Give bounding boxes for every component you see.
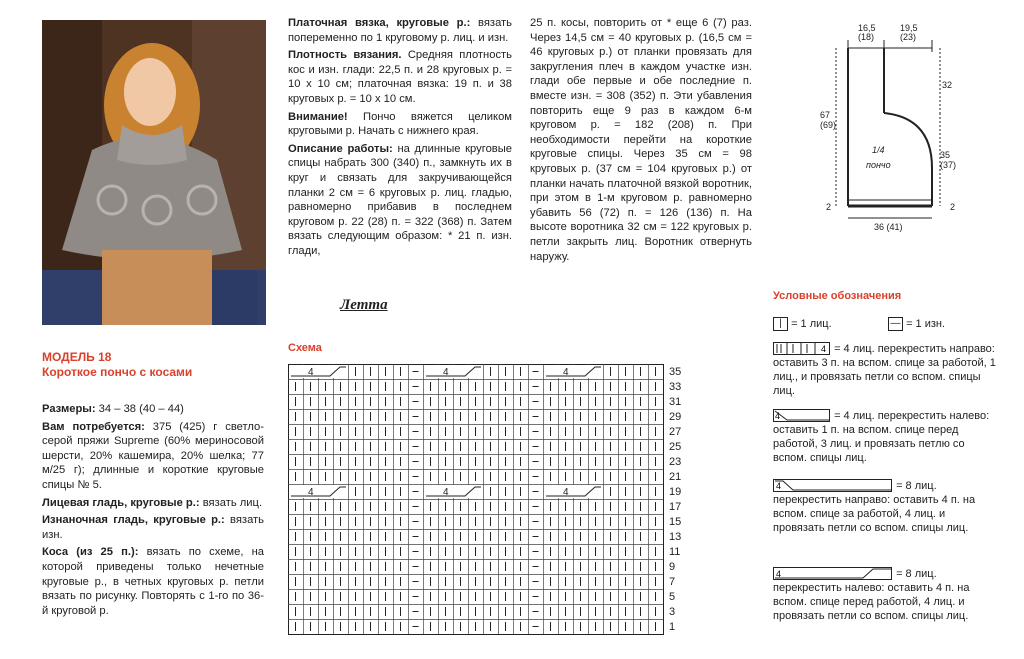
paragraph-text: вязать попеременно по 1 круговому р. лиц. и изн.: [288, 17, 512, 44]
legend-cable-8-right: [773, 479, 998, 535]
cable8-right-symbol: [773, 479, 893, 493]
paragraph-label: Вам потребуется:: [42, 420, 145, 433]
paragraph: [288, 142, 512, 259]
paragraph-label: Описание работы:: [288, 142, 393, 155]
dim-edge-right: 2: [950, 202, 956, 212]
paragraph: [288, 110, 512, 139]
text-column-2: [288, 16, 512, 262]
paragraph-text: Средняя плотность кос и изн. глади: 22,5 п. и 28 круговых р. = 10 х 10 см; платочная вязка: 19 п. и 38 круговых р. = 10 х 10 см.: [288, 49, 513, 105]
paragraph-label: Внимание!: [288, 110, 348, 123]
chart-title: Схема: [288, 342, 322, 354]
legend-title: Условные обозначения: [773, 290, 902, 302]
paragraph: [42, 513, 264, 542]
dim-right: 35: [940, 150, 951, 160]
cable-number: 4: [443, 487, 449, 498]
piece-fraction: 1/4: [872, 145, 885, 155]
paragraph: [288, 16, 512, 45]
paragraph-label: Плотность вязания.: [288, 49, 402, 62]
dim-edge-left: 2: [826, 202, 832, 212]
row-number: 23: [669, 456, 682, 468]
row-number: 27: [669, 426, 682, 438]
dim-top-left: 16,5: [858, 23, 876, 33]
paragraph: [42, 545, 264, 618]
cable-number: 4: [563, 487, 569, 498]
legend-c8r-text: = 8 лиц. перекрестить направо: оставить 4 п. на вспом. спице за работой, 4 лиц. и провязать петли со вспом. спицы лиц.: [773, 480, 976, 535]
cable-number: 4: [563, 367, 569, 378]
text-column-1: [42, 402, 264, 621]
model-photo: [42, 20, 266, 325]
cable-number: 4: [308, 487, 314, 498]
legend-c4r-text: = 4 лиц. перекрестить направо: оставить 3 п. на вспом. спице за работой, 1 лиц., и провязать петли со вспом. спицы лиц.: [773, 343, 996, 398]
row-number: 15: [669, 516, 682, 528]
row-number: 25: [669, 441, 682, 453]
row-number: 5: [669, 591, 676, 603]
signature: Летта: [340, 297, 388, 313]
legend-c8l-text: = 8 лиц. перекрестить налево: оставить 4 п. на вспом. спице перед работой, 4 лиц. и провязать петли со вспом. спицы лиц.: [773, 568, 970, 623]
cable-label: 4: [775, 411, 781, 422]
dim-top-right-alt: (23): [900, 32, 917, 42]
cable8-left-symbol: [773, 567, 893, 581]
paragraph-label: Лицевая гладь, круговые р.:: [42, 496, 200, 509]
row-number: 1: [669, 621, 676, 633]
cable-label: 4: [776, 481, 782, 492]
paragraph-text: 375 (425) г светло-серой пряжи Supreme (60% мериносовой шерсти, 20% кашемира, 20% шелка; 77 м/25 г); длинные и короткие круговые спицы № 5.: [42, 420, 264, 491]
row-number: 21: [669, 471, 682, 483]
poncho-schematic: [800, 18, 970, 238]
dim-top-right: 19,5: [900, 23, 918, 33]
legend-cable-4-right: [773, 342, 998, 398]
paragraph-text: 34 – 38 (40 – 44): [95, 403, 184, 415]
legend: [773, 317, 1023, 647]
cable-label: 4: [776, 569, 782, 580]
paragraph: [42, 420, 264, 493]
legend-purl-text: = 1 изн.: [906, 318, 946, 330]
cable-number: 4: [308, 367, 314, 378]
dim-right-top: 32: [942, 80, 953, 90]
dim-right-alt: (37): [940, 160, 957, 170]
paragraph-text: вязать по схеме, на которой приведены только нечетные круговые р., в четных круговых р. петли вязать по рисунку. Повторять с 1-го по 36-й круговой р.: [42, 546, 264, 617]
paragraph: [42, 496, 264, 511]
legend-cable-4-left: [773, 409, 998, 465]
cable-right-symbol: [773, 342, 831, 356]
cable-label: 4: [821, 344, 827, 355]
model-name: Короткое пончо с косами: [42, 365, 193, 379]
legend-knit-text: = 1 лиц.: [791, 318, 832, 330]
row-number: 35: [669, 366, 682, 378]
row-number: 9: [669, 561, 676, 573]
dim-bottom: 36 (41): [874, 222, 903, 232]
dim-left-alt: (69): [820, 120, 837, 130]
model-number: МОДЕЛЬ 18: [42, 350, 112, 364]
row-number: 31: [669, 396, 682, 408]
knitting-chart: [288, 364, 698, 649]
piece-name: пончо: [866, 160, 891, 170]
row-number: 3: [669, 606, 676, 618]
dim-top-left-alt: (18): [858, 32, 875, 42]
row-number: 13: [669, 531, 682, 543]
paragraph: [42, 402, 264, 417]
paragraph-label: Размеры:: [42, 403, 96, 415]
knit-symbol: |: [773, 317, 788, 331]
legend-purl: [888, 317, 1024, 331]
paragraph-text: на длинные круговые спицы набрать 300 (340) п., замкнуть их в круг и связать для закручивающейся планки 2 см = 6 круговых р. лиц. гладью, равномерно прибавив в последнем круговом р. 22 (28) п. = 322 (368) п. Затем вязать следующим образом: * 21 п. изн. глади,: [288, 142, 512, 257]
text-column-3: [530, 16, 752, 267]
row-number: 29: [669, 411, 682, 423]
chart-grid-svg: [288, 364, 698, 644]
paragraph-text: Пончо вяжется целиком круговыми р. Начать с нижнего края.: [288, 110, 512, 138]
paragraph-text: вязать лиц.: [199, 496, 263, 509]
paragraph: [288, 48, 512, 106]
legend-cable-8-left: [773, 567, 998, 623]
row-number: 17: [669, 501, 682, 513]
cable-left-symbol: [773, 409, 831, 423]
paragraph-label: Платочная вязка, круговые р.:: [288, 17, 471, 29]
dim-left: 67: [820, 110, 831, 120]
purl-symbol: —: [888, 317, 903, 331]
cable-number: 4: [443, 367, 449, 378]
paragraph-label: Коса (из 25 п.):: [42, 546, 139, 559]
row-number: 19: [669, 486, 682, 498]
row-number: 33: [669, 381, 682, 393]
paragraph-label: Изнаночная гладь, круговые р.:: [42, 514, 225, 527]
row-number: 11: [669, 546, 681, 558]
paragraph-text: 25 п. косы, повторить от * еще 6 (7) раз. Через 14,5 см = 40 круговых р. (16,5 см = 46 круговых р.) от планки провязать для закругления плеч в каждом участке изн. глади обе первые и обе последние п. вместе изн. = 308 (352) п. Эти убавления повторить еще 9 раз в каждом 6-м круговом р. = 182 (208) п. При необходимости перейти на короткие круговые спицы. Через 35 см = 98 круговых р. (37 см = 104 круговых р.) от планки начать платочной вязкой воротник, при этом в 1-м круговом р. равномерно убавить 56 (72) п. = 126 (136) п. На высоте воротника 32 см = 122 круговых р. петли закрыть лиц. Воротник отвернуть наружу.: [530, 17, 752, 263]
paragraph-text: вязать изн.: [42, 514, 264, 541]
legend-c4l-text: = 4 лиц. перекрестить налево: оставить 1 п. на вспом. спице перед работой, 3 лиц. и провязать петлю со вспом. спицы лиц.: [773, 410, 990, 465]
row-number: 7: [669, 576, 676, 588]
model-heading: [42, 350, 272, 379]
